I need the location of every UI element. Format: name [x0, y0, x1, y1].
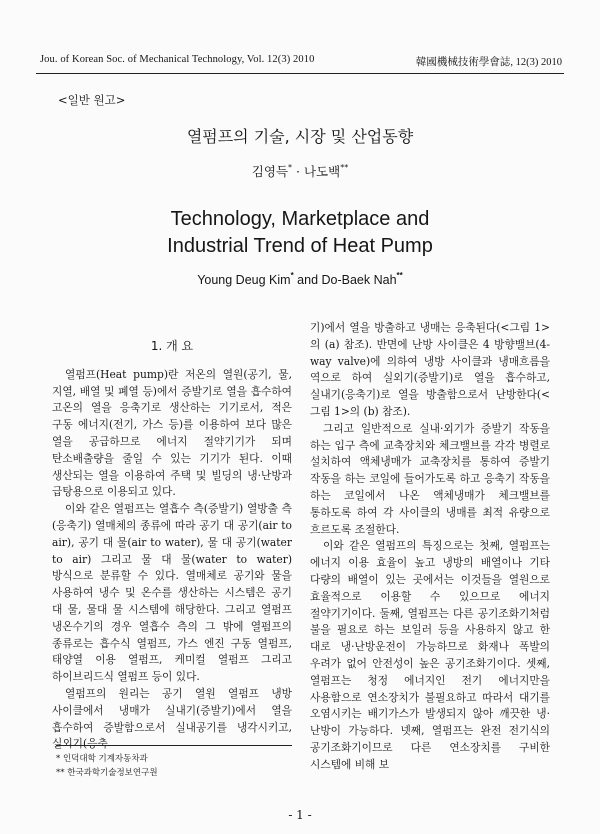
korean-authors: [0, 162, 600, 180]
header-rule: [36, 73, 564, 74]
body-paragraph: 열펌프(Heat pump)란 저온의 열원(공기, 물, 지열, 배열 및 폐열 등)에서 증발기로 열을 흡수하여 고온의 열을 응축기로 생산하는 기기로서, 적은 구동 에너지(전기, 가스 등)를 이용하여 보다 많은 열을 공급하므로 에너지 절약기기가 되며 탄소배출량을 줄일 수 있는 기기가 된다. 이때 생산되는 열을 이용하여 주택 및 빌딩의 냉·난방과 급탕용으로 이용되고 있다.: [52, 367, 292, 499]
author-1-ko: 김영득: [251, 164, 289, 179]
journal-header-right: 韓國機械技術學會誌, 12(3) 2010: [415, 57, 562, 68]
author-1-en: Young Deug Kim: [197, 273, 291, 287]
body-paragraph: 이와 같은 열펌프는 열흡수 측(증발기) 열방출 측(응축기) 열매체의 종류에 따라 공기 대 공기(air to air), 공기 대 물(air to water), 물 대 공기(water to air) 그리고 물 대 물(water to water) 방식으로 분류할 수 있다. 열매체로 공기와 물을 사용하여 냉수 및 온수를 생산하는 시스템은 공기 대 물, 물대 물 시스템에 해당한다. 그리고 열펌프 냉온수기의 경우 열흡수 측의 그 밖에 열펌프의 종류로는 흡수식 열펌프, 가스 엔진 구동 열펌프, 태양열 이용 열펌프, 케미컬 열펌프 그리고 하이브리드식 열펌프 등이 있다.: [52, 502, 292, 684]
author-separator-ko: ·: [292, 164, 304, 179]
author-1-en-mark: *: [290, 271, 294, 280]
footnote: ** 한국과학기술정보연구원: [56, 768, 158, 778]
english-title-line-1: Technology, Marketplace and: [170, 208, 430, 230]
author-1-ko-mark: *: [288, 163, 293, 172]
article-category: <일반 원고>: [58, 93, 126, 107]
author-2-ko: 나도백: [303, 164, 341, 179]
right-column: [310, 320, 550, 774]
english-title-line-2: Industrial Trend of Heat Pump: [167, 235, 433, 257]
english-title: [0, 206, 600, 260]
journal-header-left: Jou. of Korean Soc. of Mechanical Technology, Vol. 12(3) 2010: [40, 54, 315, 65]
body-paragraph: 이와 같은 열펌프의 특징으로는 첫째, 열펌프는 에너지 이용 효율이 높고 냉방의 배열이나 기타 다량의 배열이 있는 곳에서는 이것들을 열원으로 효율적으로 이용할 수 있으므로 에너지 절약기기이다. 둘째, 열펌프는 다른 공기조화기처럼 불을 필요로 하는 보일러 등을 사용하지 않고 한 대로 냉·난방운전이 가능하므로 화재나 폭발의 우려가 없어 안전성이 높은 공기조화기이다. 셋째, 열펌프는 청정 에너지인 전기 에너지만을 사용함으로 연소장치가 불필요하고 따라서 대기를 오염시키는 배기가스가 발생되지 않아 깨끗한 냉·난방이 가능하다. 넷째, 열펌프는 완전 전기식의 공기조화기이므로 다른 연소장치를 구비한 시스템에 비해 보: [310, 539, 550, 771]
author-separator-en: and: [293, 273, 322, 287]
section-heading: 1. 개 요: [150, 339, 194, 353]
korean-title: 열펌프의 기술, 시장 및 산업동향: [186, 127, 414, 146]
english-authors: [0, 271, 600, 287]
affiliation-footnotes: [56, 745, 292, 780]
body-paragraph: 열펌프의 원리는 공기 열원 열펌프 냉방 사이클에서 냉매가 실내기(증발기)에서 열을 흡수하여 증발함으로서 실내공기를 냉각시키고, 실외기(응축: [52, 686, 292, 751]
author-2-en-mark: **: [396, 271, 403, 280]
body-paragraph: 그리고 일반적으로 실내·외기가 증발기 작동을 하는 입구 측에 교축장치와 체크밸브를 각각 병렬로 설치하여 액체냉매가 교축장치를 통하여 증발기 작동을 하는 코일에 들어가도록 하고 응축기 작동을 하는 코일에서 나온 액체냉매가 체크밸브를 통하도록 하여 각 사이클의 냉매를 최적 유량으로 흐르도록 조절한다.: [310, 421, 550, 536]
footnote: * 인덕대학 기계자동차과: [56, 754, 148, 764]
body-paragraph: 기)에서 열을 방출하고 냉매는 응축된다(<그림 1>의 (a) 참조). 반면에 난방 사이클은 4 방향밸브(4-way valve)에 의하여 냉방 사이클과 냉매흐름을 역으로 하여 실외기(증발기)로 열을 흡수하고, 실내기(응축기)로 열을 방출함으로서 난방한다(<그림 1>의 (b) 참조).: [310, 321, 550, 418]
author-2-en: Do-Baek Nah: [321, 273, 397, 287]
left-column: [52, 336, 292, 753]
author-2-ko-mark: **: [340, 163, 349, 172]
page-number: - 1 -: [288, 808, 312, 822]
